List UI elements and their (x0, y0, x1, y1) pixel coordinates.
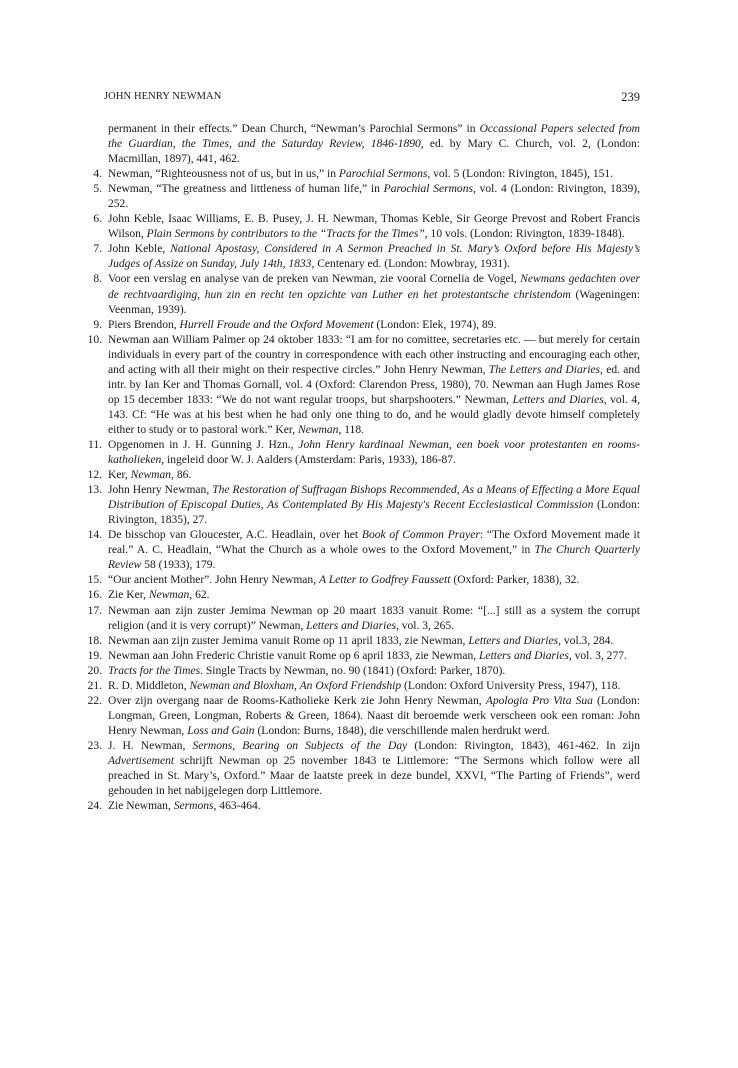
endnote (93, 272, 641, 317)
endnote (87, 604, 640, 634)
endnote-title-italic: Plain Sermons by contributors to the “Tracts for the Times” (146, 228, 425, 241)
endnote (87, 664, 640, 679)
endnote-title-italic: Advertisement (108, 754, 175, 767)
endnote-text-run: Opgenomen in J. H. Gunning J. Hzn., (108, 438, 299, 451)
endnote-number: 22. (87, 694, 102, 707)
endnote-number: 11. (87, 438, 102, 451)
endnote-text (108, 694, 640, 739)
running-header (104, 91, 640, 107)
endnote-text (108, 483, 640, 528)
endnote-text-run: ed. by Mary C. Church, vol. 2, (London: Macmillan, 1897), 441, 462. (108, 138, 640, 166)
endnote-text-run: R. D. Middleton, (108, 679, 190, 692)
endnote-text-run: , 10 vols. (London: Rivington, 1839-1848). (424, 228, 625, 241)
endnote-title-italic: Newman (298, 423, 339, 436)
endnote-number: 14. (87, 529, 102, 542)
endnote-text-run: (Oxford: Parker, 1838), 32. (450, 574, 580, 587)
endnote-text (108, 588, 640, 603)
endnote-text-run: (London: Burns, 1848), die verschillende malen herdrukt werd. (254, 724, 550, 737)
endnote-number: 15. (87, 574, 102, 587)
endnote-text-run: schrijft Newman op 25 november 1843 te Littlemore: “The Sermons which follow were all preached in St. Mary’s, Oxford.” Maar de laatste preek in deze bundel, XXVI, “The Parting of Friends”, werd gehouden in het nabijgelegen dorp Littlemore. (108, 754, 640, 798)
endnote-number: 16. (87, 589, 102, 602)
endnote-title-italic: Letters and Diaries (468, 634, 559, 647)
endnote (93, 318, 640, 333)
endnote (87, 573, 640, 588)
endnote-text-run: , ingeleid door W. J. Aalders (Amsterdam: Paris, 1933), 186-87. (161, 454, 456, 467)
endnote-text-run: Centenary ed. (London: Mowbray, 1931). (314, 258, 510, 271)
endnote-text-run: , vol.3, 284. (558, 634, 614, 647)
endnote-text (108, 212, 640, 242)
running-title: JOHN HENRY NEWMAN (104, 91, 222, 102)
endnote-text-run: Newman, “The greatness and littleness of human life,” in (108, 183, 384, 196)
endnote-text-run: , 86. (171, 469, 192, 482)
endnote-number: 17. (87, 604, 102, 617)
endnote-text-run: Zie Ker, (108, 589, 149, 602)
endnote-text-run: (London: Elek, 1974), 89. (373, 318, 497, 331)
endnote-title-italic: A Letter to Godfrey Faussett (318, 574, 451, 587)
endnote-text (108, 528, 640, 573)
endnote-text-run: , vol. 4, 143. Cf: “He was at his best when he had only one thing to do, and he would gladly devote himself completely either to study or to pastoral work.” Ker, (108, 393, 640, 436)
endnote-title-italic: Parochial Sermons (383, 183, 473, 196)
endnote-number: 12. (87, 469, 102, 482)
endnote (87, 333, 640, 438)
endnote-text (108, 167, 640, 182)
endnote-number: 19. (87, 649, 102, 662)
endnote-text-run: (London: Longman, Green, Longman, Roberts & Green, 1864). Naast dit beroemde werk verscheen ook een roman: John Henry Newman, (108, 694, 640, 737)
endnote (104, 122, 640, 167)
endnote-title-italic: Sermons, Bearing on Subjects of the Day (192, 739, 408, 752)
endnote-text-run: , 118. (338, 423, 364, 436)
endnote-number: 6. (93, 213, 102, 226)
endnote-text-run: Newman aan John Frederic Christie vanuit Rome op 6 april 1833, zie Newman, (108, 649, 480, 662)
endnote-text-run: , vol. 4 (London: Rivington, 1839), 252. (108, 183, 640, 211)
endnote-number: 7. (93, 243, 102, 256)
endnote (87, 739, 640, 799)
endnote-text-run: Zie Newman, (108, 800, 174, 813)
endnote-title-italic: The Restoration of Suffragan Bishops Recommended, As a Means of Effecting a More Equal Distribution of Episcopal Duties, As Contemplated By His Majesty's Recent Ecclesiastical Commission (108, 484, 641, 512)
endnote-title-italic: The Church Quarterly Review (108, 544, 640, 572)
endnote (87, 588, 640, 603)
endnote-number: 10. (87, 333, 102, 346)
endnote-text-run: , vol. 3, 277. (568, 649, 627, 662)
endnote-text (108, 664, 640, 679)
endnote-title-italic: Parochial Sermons (338, 168, 428, 181)
endnote-text (108, 318, 640, 333)
endnote-text (108, 604, 640, 634)
endnote-number: 13. (87, 484, 102, 497)
endnote-title-italic: Tracts for the Times (108, 664, 201, 677)
endnote-title-italic: Newmans gedachten over de rechtvaardiging, hun zin en recht ten opzichte van Luther en het protestantsche christendom (108, 273, 641, 301)
endnote-title-italic: Loss and Gain (187, 724, 255, 737)
endnote (93, 182, 640, 212)
endnote-text-run: , 62. (189, 589, 210, 602)
endnote (93, 212, 640, 242)
endnote-text (108, 634, 640, 649)
endnote (87, 438, 641, 468)
endnote-text (108, 122, 640, 167)
endnote-text-run: John Keble, Isaac Williams, E. B. Pusey, J. H. Newman, Thomas Keble, Sir George Prevost and Robert Francis Wilson, (108, 213, 640, 241)
endnote-text-run: permanent in their effects.” Dean Church, “Newman’s Parochial Sermons” in (108, 123, 480, 135)
endnote-text-run: , ed. and intr. by Ian Ker and Thomas Gornall, vol. 4 (Oxford: Clarendon Press, 1980), 70. Newman aan Hugh James Rose op 15 december 1833: “We do not want regular troops, but sharpshooters.” Newman, (108, 363, 640, 406)
endnote-title-italic: Book of Common Prayer (361, 529, 480, 542)
endnote-text (108, 333, 640, 438)
endnote (87, 468, 640, 483)
endnote-text (108, 272, 640, 317)
endnote-number: 18. (87, 634, 102, 647)
endnote-text-run: . Single Tracts by Newman, no. 90 (1841) (Oxford: Parker, 1870). (200, 664, 506, 677)
endnote-title-italic: Letters and Diaries (306, 619, 396, 632)
endnote-title-italic: National Apostasy, Considered in A Sermon Preached in St. Mary’s Oxford before His Majesty’s Judges of Assize on Sunday, July 14th, 1833, (108, 243, 640, 271)
endnote-title-italic: Newman (148, 589, 190, 602)
endnote (87, 649, 640, 664)
endnote (87, 528, 640, 573)
endnote-text-run: , vol. 5 (London: Rivington, 1845), 151. (427, 168, 614, 181)
endnote-title-italic: Letters and Diaries (479, 649, 569, 662)
endnote-title-italic: Hurrell Froude and the Oxford Movement (179, 318, 374, 331)
endnote (87, 679, 640, 694)
endnote-text (108, 649, 640, 664)
endnote-text (108, 573, 640, 588)
endnote-text-run: “Our ancient Mother”. John Henry Newman, (108, 574, 319, 587)
endnote-text (108, 438, 640, 468)
endnote-text-run: John Henry Newman, (108, 484, 213, 497)
endnote-number: 20. (87, 664, 102, 677)
endnote-text-run: (London: Oxford University Press, 1947), 118. (401, 679, 621, 692)
endnote-text-run: Newman, “Righteousness not of us, but in us,” in (108, 168, 339, 181)
endnote-text-run: , vol. 3, 265. (395, 619, 455, 632)
page-number: 239 (621, 90, 640, 104)
endnote-number: 24. (87, 800, 102, 813)
endnote-text-run: : “The Oxford Movement made it real.” A. C. Headlain, “What the Church as a whole owes to the Oxford Movement,” in (108, 529, 640, 557)
endnote-text-run: Over zijn overgang naar de Rooms-Katholieke Kerk zie John Henry Newman, (108, 694, 486, 707)
endnote (87, 634, 640, 649)
endnote-text (108, 242, 640, 272)
endnote-text (108, 182, 640, 212)
endnote-title-italic: Newman and Bloxham, An Oxford Friendship (189, 679, 402, 692)
endnote-number: 21. (87, 679, 102, 692)
endnote-text-run: Piers Brendon, (108, 318, 180, 331)
endnote-text-run: John Keble, (108, 243, 171, 256)
endnote-title-italic: John Henry kardinaal Newman, een boek voor protestanten en rooms-katholieken (108, 438, 641, 467)
endnote-number: 8. (93, 273, 102, 286)
endnote-title-italic: Letters and Diaries (512, 393, 604, 406)
endnote-text-run: De bisschop van Gloucester, A.C. Headlain, over het (108, 529, 362, 542)
endnote-number: 5. (93, 183, 102, 196)
endnote-text-run: Voor een verslag en analyse van de preken van Newman, zie vooral Cornelia de Vogel, (108, 273, 521, 286)
endnote-text-run: 58 (1933), 179. (141, 559, 216, 572)
endnote-title-italic: Occassional Papers selected from the Guardian, the Times, and the Saturday Review, 1846-1890, (108, 123, 641, 151)
endnote-text (108, 799, 640, 814)
endnote-title-italic: Newman (130, 469, 172, 482)
endnote (87, 483, 641, 528)
endnote-title-italic: Apologia Pro Vita Sua (485, 694, 593, 707)
endnote-text-run: , 463-464. (213, 800, 261, 813)
endnote (87, 799, 640, 814)
endnote-text (108, 468, 640, 483)
endnote-text-run: (London: Rivington, 1843), 461-462. In zijn (407, 739, 640, 752)
endnote-number: 4. (93, 168, 102, 181)
endnote-title-italic: Sermons (173, 800, 214, 813)
endnote-number: 9. (93, 318, 102, 331)
endnote-text-run: Newman aan zijn zuster Jemima vanuit Rome op 11 april 1833, zie Newman, (108, 634, 469, 647)
endnote-text (108, 739, 640, 799)
endnote-number: 23. (87, 739, 102, 752)
endnotes-list (87, 122, 641, 814)
endnote (87, 694, 640, 739)
endnote-number (82, 122, 108, 167)
endnote-text-run: (Wageningen: Veenman, 1939). (108, 288, 640, 316)
endnote (93, 167, 640, 182)
endnote-text-run: (London: Rivington, 1835), 27. (108, 499, 640, 527)
endnote (93, 242, 640, 272)
endnote-text-run: J. H. Newman, (108, 739, 193, 752)
endnote-text-run: Ker, (108, 469, 131, 482)
endnote-text-run: Newman aan William Palmer op 24 oktober 1833: “I am for no comittee, secretaries etc. — but merely for certain individuals in every part of the country in correspondence with each other instructing and encouraging each other, and acting with all their might on their respective circles.” John Henry Newman, (108, 333, 640, 376)
endnote-title-italic: The Letters and Diaries (488, 363, 601, 376)
endnote-text-run: Newman aan zijn zuster Jemima Newman op 20 maart 1833 vanuit Rome: “[...] still as a system the corrupt religion (and it is very corrupt)” Newman, (108, 604, 640, 632)
endnote-text (108, 679, 640, 694)
